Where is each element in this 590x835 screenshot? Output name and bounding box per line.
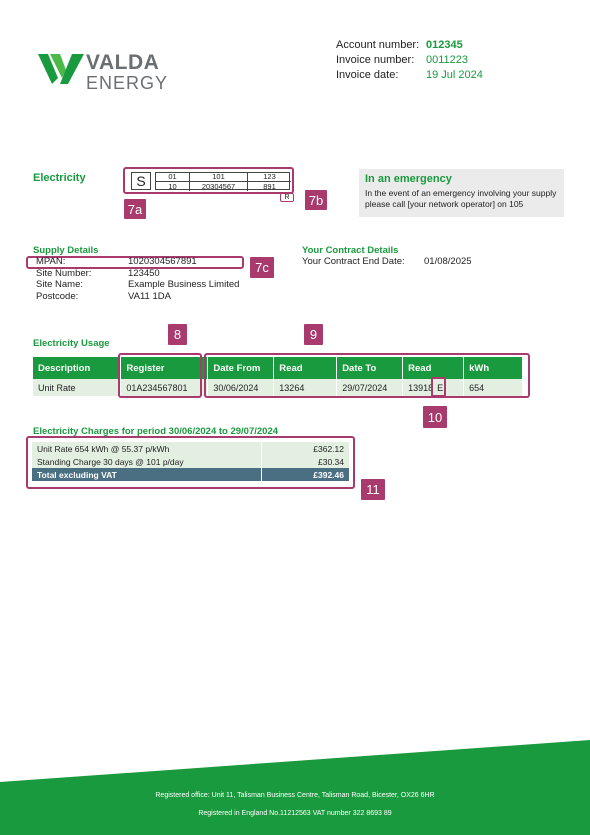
r-marker: R	[280, 193, 294, 202]
invoice-date-label: Invoice date:	[336, 69, 399, 81]
supply-value: VA11 1DA	[128, 290, 171, 302]
supply-label: Postcode:	[36, 290, 79, 302]
col-date-from: Date From	[208, 357, 274, 379]
electricity-heading: Electricity	[33, 172, 86, 184]
mpan-bottom-cell: 10	[156, 182, 190, 191]
supply-details-title: Supply Details	[33, 245, 99, 256]
cell-register: 01A234567801	[121, 379, 208, 396]
emergency-text: In the event of an emergency involving your supply please call [your network operator] on 105	[365, 188, 557, 209]
mpan-bottom-cell: 891	[263, 181, 276, 191]
invoice-date-value: 19 Jul 2024	[426, 69, 483, 81]
tag-9: 9	[304, 324, 323, 345]
total-label: Total excluding VAT	[32, 468, 261, 481]
cell-read-from: 13264	[274, 379, 337, 396]
mpan-supply-number-box	[123, 167, 294, 194]
estimated-flag: E	[437, 382, 444, 393]
valda-logo-text	[86, 52, 168, 92]
charges-highlight-ring	[26, 436, 355, 489]
tag-8: 8	[168, 324, 187, 345]
registration-text: Registered in England No.11212563 VAT number 322 8693 89	[198, 810, 392, 817]
tag-7a: 7a	[124, 199, 146, 219]
mpan-top-cell: 01	[156, 173, 190, 182]
read-to-value: 13918	[408, 382, 434, 393]
supply-value: 1020304567891	[128, 256, 197, 267]
account-number-value: 012345	[426, 39, 463, 51]
contract-details-title: Your Contract Details	[302, 245, 399, 256]
tag-11: 11	[361, 479, 385, 500]
mpan-profile-class: S	[131, 172, 151, 190]
contract-end	[302, 256, 472, 267]
register-highlight-ring	[118, 353, 202, 398]
col-date-to: Date To	[337, 357, 403, 379]
dates-reads-highlight-ring	[204, 353, 530, 398]
supply-label: Site Name:	[36, 279, 83, 290]
electricity-usage-title: Electricity Usage	[33, 338, 110, 349]
supply-label: Site Number:	[36, 267, 92, 279]
col-kwh: kWh	[464, 357, 523, 379]
charges-title: Electricity Charges for period 30/06/2024 to 29/07/2024	[33, 426, 279, 437]
tag-10: 10	[423, 406, 447, 428]
cell-description: Unit Rate	[33, 379, 121, 396]
col-register: Register	[121, 357, 208, 379]
contract-end-value: 01/08/2025	[424, 256, 472, 267]
cell-kwh: 654	[464, 379, 523, 396]
emergency-title: In an emergency	[365, 173, 452, 185]
supply-label: MPAN:	[36, 256, 66, 267]
mpan-top-cell: 101	[190, 173, 248, 182]
estimated-flag-ring	[431, 377, 446, 397]
mpan-grid	[155, 172, 290, 190]
mpan-top-cell: 123	[248, 173, 291, 182]
account-number-label: Account number:	[336, 39, 420, 51]
logo-valda-text: VALDA	[86, 51, 160, 74]
account-info	[336, 38, 483, 83]
total-amount: £392.46	[261, 468, 349, 481]
cell-date-from: 30/06/2024	[208, 379, 274, 396]
charge-amount: £30.34	[261, 455, 349, 468]
invoice-number-value: 0011223	[426, 54, 469, 66]
invoice-number-label: Invoice number:	[336, 54, 415, 66]
contract-end-label: Your Contract End Date:	[302, 256, 405, 267]
mpan-bottom-cell: 20304567	[190, 182, 248, 191]
charge-label: Standing Charge 30 days @ 101 p/day	[32, 455, 261, 468]
logo-energy-text: ENERGY	[86, 73, 169, 93]
col-read-from: Read	[274, 357, 337, 379]
charge-label: Unit Rate 654 kWh @ 55.37 p/kWh	[32, 442, 261, 455]
footer-band	[0, 740, 590, 835]
supply-value: Example Business Limited	[128, 279, 240, 290]
tag-7b: 7b	[305, 190, 327, 210]
col-description: Description	[33, 357, 121, 379]
charge-amount: £362.12	[261, 442, 349, 455]
col-read-to: Read	[403, 357, 464, 379]
emergency-panel	[359, 169, 564, 217]
registered-office-text: Registered office: Unit 11, Talisman Business Centre, Talisman Road, Bicester, OX26 6HR	[155, 792, 435, 799]
supply-details	[36, 256, 239, 302]
cell-date-to: 29/07/2024	[337, 379, 403, 396]
valda-logo-mark-icon	[38, 52, 84, 88]
supply-value: 123450	[128, 267, 160, 279]
tag-7c: 7c	[250, 257, 274, 278]
